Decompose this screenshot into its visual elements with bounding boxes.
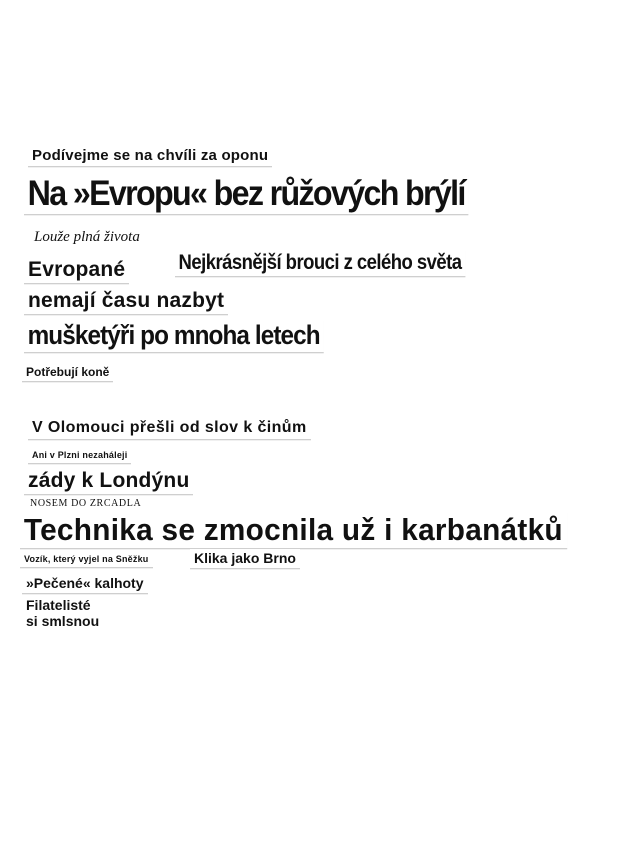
headline-filatele bbox=[22, 595, 103, 632]
headline-louze: Louže plná života bbox=[30, 228, 144, 248]
headline-olomouc: V Olomouci přešli od slov k činům bbox=[28, 418, 311, 440]
headline-brouci: Nejkrásnější brouci z celého světa bbox=[175, 250, 465, 277]
headline-filatele-line1: Filatelisté bbox=[26, 597, 91, 613]
headline-evropane: Evropané bbox=[24, 257, 129, 284]
headline-musketyri: mušketýři po mnoha letech bbox=[24, 320, 323, 353]
headline-vozik: Vozík, který vyjel na Sněžku bbox=[20, 553, 153, 568]
headline-technika: Technika se zmocnila už i karbanátků bbox=[20, 512, 567, 549]
headline-plzen: Ani v Plzni nezaháleji bbox=[28, 449, 131, 464]
headline-nosem: NOSEM DO ZRCADLA bbox=[26, 497, 145, 513]
headline-filatele-line2: si smlsnou bbox=[26, 613, 100, 630]
headline-nemaji: nemají času nazbyt bbox=[24, 288, 228, 315]
headline-potrebuji: Potřebují koně bbox=[22, 364, 113, 382]
headline-pecene: »Pečené« kalhoty bbox=[22, 574, 148, 594]
headline-evropa: Na »Evropu« bez růžových brýlí bbox=[24, 174, 468, 215]
headline-klika: Klika jako Brno bbox=[190, 549, 300, 569]
headline-zady: zády k Londýnu bbox=[24, 468, 193, 495]
headline-podivejme: Podívejme se na chvíli za oponu bbox=[28, 146, 272, 167]
